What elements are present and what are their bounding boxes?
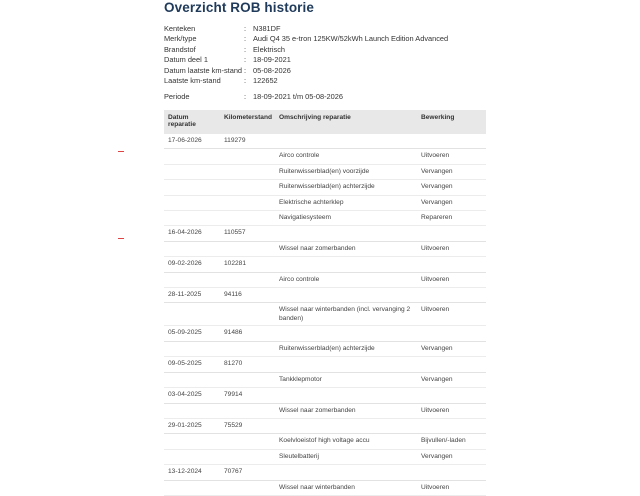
table-row: [164, 272, 486, 287]
info-value: Elektrisch: [253, 44, 286, 54]
cell-km: [220, 180, 275, 195]
info-value: N381DF: [253, 24, 281, 33]
cell-date: [164, 403, 220, 418]
cell-date: [164, 341, 220, 356]
info-label: Datum deel 1: [164, 55, 208, 65]
cell-action: [417, 257, 486, 272]
cell-date: 17-06-2026: [164, 134, 220, 149]
table-row: [164, 288, 486, 303]
cell-km: 79914: [220, 388, 275, 403]
info-colon: :: [244, 34, 247, 44]
cell-description: Ruitenwisserblad(en) achterzijde: [275, 180, 417, 195]
cell-date: [164, 241, 220, 256]
cell-km: [220, 449, 275, 464]
cell-date: 09-05-2025: [164, 357, 220, 372]
cell-km: [220, 341, 275, 356]
cell-action: Repareren: [417, 211, 486, 226]
info-value: 05-08-2026: [253, 65, 291, 75]
cell-description: Navigatiesysteem: [275, 211, 417, 226]
cell-description: Wissel naar zomerbanden: [275, 403, 417, 418]
cell-description: Airco controle: [275, 149, 417, 164]
cell-date: [164, 180, 220, 195]
cell-action: [417, 288, 486, 303]
repair-history-table: [164, 110, 486, 496]
cell-km: [220, 272, 275, 287]
cell-description: Ruitenwisserblad(en) voorzijde: [275, 164, 417, 179]
info-label: Brandstof: [164, 44, 196, 54]
cell-action: [417, 465, 486, 480]
cell-description: Ruitenwisserblad(en) achterzijde: [275, 341, 417, 356]
header-description: Omschrijving reparatie: [275, 110, 417, 134]
cell-km: 94116: [220, 288, 275, 303]
table-row: [164, 195, 486, 210]
cell-description: Sleutelbatterij: [275, 449, 417, 464]
cell-date: [164, 303, 220, 326]
info-label: Kenteken: [164, 24, 196, 33]
info-colon: :: [244, 65, 247, 75]
table-row: [164, 211, 486, 226]
cell-date: [164, 164, 220, 179]
cell-km: [220, 303, 275, 326]
info-colon: :: [244, 24, 247, 33]
margin-mark: [118, 238, 124, 239]
table-row: [164, 134, 486, 149]
table-row: [164, 226, 486, 241]
cell-km: [220, 164, 275, 179]
cell-action: [417, 326, 486, 341]
header-action: Bewerking: [417, 110, 486, 134]
period-row: [164, 92, 343, 101]
info-value: Audi Q4 35 e-tron 125KW/52kWh Launch Edition Advanced: [253, 34, 449, 44]
cell-description: [275, 465, 417, 480]
table-header-row: [164, 110, 486, 134]
cell-km: 110557: [220, 226, 275, 241]
cell-action: Bijvullen/-laden: [417, 434, 486, 449]
table-row: [164, 149, 486, 164]
info-colon: :: [244, 55, 247, 65]
cell-date: 16-04-2026: [164, 226, 220, 241]
cell-description: [275, 257, 417, 272]
cell-description: [275, 288, 417, 303]
table-row: [164, 418, 486, 433]
cell-description: Wissel naar winterbanden (incl. vervanging 2 banden): [275, 303, 417, 326]
period-colon: :: [244, 92, 247, 101]
cell-date: 29-01-2025: [164, 418, 220, 433]
cell-date: [164, 195, 220, 210]
info-value: 122652: [253, 75, 278, 85]
cell-km: 119279: [220, 134, 275, 149]
info-value: 18-09-2021: [253, 55, 291, 65]
cell-description: [275, 418, 417, 433]
table-row: [164, 403, 486, 418]
table-row: [164, 434, 486, 449]
cell-action: Uitvoeren: [417, 303, 486, 326]
cell-date: 09-02-2026: [164, 257, 220, 272]
info-label: Datum laatste km-stand: [164, 65, 243, 75]
cell-date: 13-12-2024: [164, 465, 220, 480]
cell-action: Vervangen: [417, 341, 486, 356]
cell-description: Koelvloeistof high voltage accu: [275, 434, 417, 449]
cell-description: [275, 326, 417, 341]
info-row: [164, 34, 448, 44]
info-label: Laatste km-stand: [164, 75, 221, 85]
cell-action: Vervangen: [417, 195, 486, 210]
info-row: [164, 66, 448, 76]
cell-action: Vervangen: [417, 449, 486, 464]
cell-description: Wissel naar zomerbanden: [275, 241, 417, 256]
info-row: [164, 45, 448, 55]
table-row: [164, 449, 486, 464]
table-row: [164, 357, 486, 372]
cell-date: [164, 480, 220, 495]
cell-km: [220, 241, 275, 256]
cell-km: 91486: [220, 326, 275, 341]
cell-description: [275, 134, 417, 149]
cell-km: [220, 211, 275, 226]
cell-action: Uitvoeren: [417, 480, 486, 495]
table-row: [164, 303, 486, 326]
cell-km: [220, 480, 275, 495]
table-row: [164, 180, 486, 195]
cell-date: [164, 272, 220, 287]
table-row: [164, 388, 486, 403]
period-value: 18-09-2021 t/m 05-08-2026: [253, 92, 343, 101]
table-row: [164, 241, 486, 256]
cell-description: [275, 357, 417, 372]
vehicle-info: [164, 24, 448, 86]
cell-action: Uitvoeren: [417, 403, 486, 418]
cell-date: [164, 372, 220, 387]
table-row: [164, 341, 486, 356]
table-row: [164, 326, 486, 341]
cell-km: [220, 195, 275, 210]
table-row: [164, 257, 486, 272]
info-colon: :: [244, 75, 247, 85]
cell-km: [220, 434, 275, 449]
cell-km: 81270: [220, 357, 275, 372]
info-colon: :: [244, 44, 247, 54]
cell-action: [417, 134, 486, 149]
info-row: [164, 76, 448, 86]
cell-description: Tankklepmotor: [275, 372, 417, 387]
cell-km: 75529: [220, 418, 275, 433]
cell-date: 28-11-2025: [164, 288, 220, 303]
cell-description: Airco controle: [275, 272, 417, 287]
cell-date: [164, 434, 220, 449]
cell-description: Elektrische achterklep: [275, 195, 417, 210]
table-row: [164, 465, 486, 480]
cell-action: Uitvoeren: [417, 149, 486, 164]
margin-mark: [118, 151, 124, 152]
header-date: Datum reparatie: [164, 110, 220, 134]
table-row: [164, 372, 486, 387]
cell-action: Vervangen: [417, 180, 486, 195]
info-row: [164, 24, 448, 34]
cell-km: [220, 149, 275, 164]
info-label: Merk/type: [164, 34, 197, 44]
cell-date: [164, 211, 220, 226]
cell-action: [417, 226, 486, 241]
cell-action: Uitvoeren: [417, 272, 486, 287]
cell-km: 70767: [220, 465, 275, 480]
page-title: Overzicht ROB historie: [164, 0, 314, 15]
cell-km: 102281: [220, 257, 275, 272]
cell-action: Vervangen: [417, 164, 486, 179]
table-row: [164, 480, 486, 495]
cell-action: [417, 418, 486, 433]
table-row: [164, 164, 486, 179]
cell-action: Vervangen: [417, 372, 486, 387]
cell-km: [220, 403, 275, 418]
cell-date: 03-04-2025: [164, 388, 220, 403]
cell-action: [417, 388, 486, 403]
cell-action: [417, 357, 486, 372]
cell-date: [164, 149, 220, 164]
cell-description: [275, 388, 417, 403]
cell-description: Wissel naar winterbanden: [275, 480, 417, 495]
cell-description: [275, 226, 417, 241]
info-row: [164, 55, 448, 65]
cell-date: 05-09-2025: [164, 326, 220, 341]
period-label: Periode: [164, 92, 190, 101]
cell-date: [164, 449, 220, 464]
cell-action: Uitvoeren: [417, 241, 486, 256]
header-km: Kilometerstand: [220, 110, 275, 134]
cell-km: [220, 372, 275, 387]
